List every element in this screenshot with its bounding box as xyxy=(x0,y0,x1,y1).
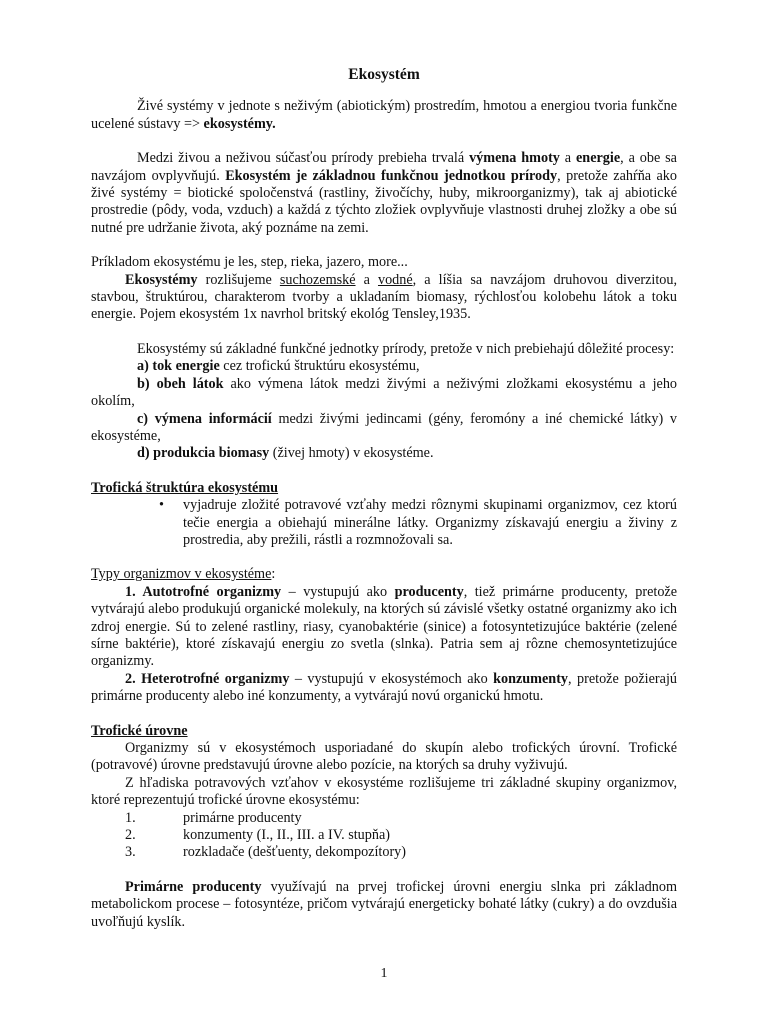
section-heading-trophic-structure: Trofická štruktúra ekosystému xyxy=(91,479,279,496)
p3-underline-terrestrial: suchozemské xyxy=(279,271,356,288)
process-d-bold: d) produkcia biomasy xyxy=(137,445,270,462)
document-title: Ekosystém xyxy=(348,66,420,83)
process-c-bold: c) výmena informácií xyxy=(137,410,272,427)
p3-bold: Ekosystémy xyxy=(125,271,198,288)
list-item xyxy=(125,844,677,861)
p2-text-c: a xyxy=(559,150,576,167)
autotrophs-bold: 1. Autotrofné organizmy xyxy=(125,583,282,600)
p2-text-d: , a obe sa navzájom ovplyvňujú. xyxy=(91,150,677,184)
paragraph-autotrophs xyxy=(91,584,677,671)
process-item-a xyxy=(91,358,677,375)
p2-bold-matter: výmena hmoty xyxy=(469,150,560,167)
paragraph-heterotrophs xyxy=(91,671,677,706)
list-text: konzumenty (I., II., III. a IV. stupňa) xyxy=(183,827,390,844)
paragraph-primary-producers xyxy=(91,879,677,931)
section-heading-organism-types xyxy=(91,566,677,583)
intro-text: Živé systémy v jednote s neživým (abiotickým) prostredím, hmotou a energiou tvoria funkčne ucelené sústavy => xyxy=(91,98,677,132)
p2-bold-definition: Ekosystém je základnou funkčnou jednotkou prírody xyxy=(225,167,558,184)
bullet-icon: • xyxy=(159,497,164,514)
document-page xyxy=(91,66,677,931)
process-b-text: ako výmena látok medzi živými a neživými zložkami ekosystému a jeho okolím, xyxy=(91,375,678,410)
process-c-text: medzi živými jedincami (gény, feromóny a iné chemické látky) v ekosystéme, xyxy=(91,410,677,444)
bullet-text: vyjadruje zložité potravové vzťahy medzi rôznymi skupinami organizmov, cez ktorú tečie energia a obiehajú minerálne látky. Organizmy získavajú energiu a živiny z prostredia, aby prežili, rástli a rozmnožovali sa. xyxy=(183,497,677,548)
p3-text-a: rozlišujeme xyxy=(197,271,280,288)
p2-text-a: Medzi živou a neživou súčasťou prírody prebieha trvalá xyxy=(137,150,470,167)
paragraph-levels-1: Organizmy sú v ekosystémoch usporiadané do skupín alebo trofických úrovní. Trofické (potravové) úrovne predstavujú úrovne alebo pozície, na ktorých sa druhy vyživujú. xyxy=(91,740,677,774)
process-item-c xyxy=(91,411,677,446)
process-b-bold: b) obeh látok xyxy=(137,375,224,392)
types-heading-underlined: Typy organizmov v ekosystéme xyxy=(91,566,272,583)
list-number: 2. xyxy=(125,827,136,844)
paragraph-levels-2: Z hľadiska potravových vzťahov v ekosystéme rozlišujeme tri základné skupiny organizmov, ktoré reprezentujú trofické úrovne ekosystému: xyxy=(91,774,677,809)
section-heading-trophic-levels: Trofické úrovne xyxy=(91,722,188,739)
primary-producers-text: využívajú na prvej trofickej úrovni energiu slnka pri základnom metabolickom procese – fotosyntéze, pričom vytvárajú energeticky bohaté látky (cukry) a do ovzdušia uvoľňujú kyslík. xyxy=(91,878,677,930)
heterotrophs-text-a: – vystupujú v ekosystémoch ako xyxy=(289,670,494,687)
paragraph-exchange xyxy=(91,150,677,237)
list-item xyxy=(125,827,677,844)
intro-bold: ekosystémy. xyxy=(203,115,276,132)
page-number: 1 xyxy=(380,966,388,981)
process-a-bold: a) tok energie xyxy=(137,358,220,375)
p2-text-e: , pretože zahŕňa ako živé systémy = biotické spoločenstvá (rastliny, živočíchy, huby, mikroorganizmy), tak aj abiotické prostredie (pôdy, voda, vzduch) a každá z týchto zložiek ovplyvňuje vlastnosti druhej zložky a obe sú nutné pre udržanie života, aký poznáme na zemi. xyxy=(91,167,677,236)
list-text: primárne producenty xyxy=(183,809,302,826)
p2-bold-energy: energie xyxy=(576,150,621,167)
paragraph-ecosystem-types xyxy=(91,272,677,324)
example-line: Príkladom ekosystému je les, step, rieka, jazero, more... xyxy=(91,254,408,271)
process-item-b xyxy=(91,376,677,411)
list-number: 3. xyxy=(125,844,136,861)
bullet-item xyxy=(159,497,677,549)
list-number: 1. xyxy=(125,809,136,826)
process-d-text: (živej hmoty) v ekosystéme. xyxy=(269,445,434,462)
paragraph-processes: Ekosystémy sú základné funkčné jednotky prírody, pretože v nich prebiehajú dôležité procesy: xyxy=(137,340,675,357)
heterotrophs-text-b: , pretože požierajú primárne producenty alebo iné konzumenty, a vytvárajú novú organickú hmotu. xyxy=(91,670,677,705)
consumers-bold: konzumenty xyxy=(493,670,569,687)
p3-text-c: , a líšia sa navzájom druhovou diverzitou, stavbou, štruktúrou, charakterom tvorby a ukladaním biomasy, rýchlosťou kolobehu látok a toku energie. Pojem ekosystém 1x navrhol britský ekológ Tensley,1935. xyxy=(91,271,678,323)
list-item xyxy=(125,810,677,827)
list-text: rozkladače (dešťuenty, dekompozítory) xyxy=(183,844,406,861)
primary-producers-bold: Primárne producenty xyxy=(125,878,262,895)
p3-text-b: a xyxy=(355,271,378,288)
process-a-text: cez trofickú štruktúru ekosystému, xyxy=(219,358,420,375)
process-item-d xyxy=(91,445,677,462)
types-heading-colon: : xyxy=(271,566,276,583)
autotrophs-text-a: – vystupujú ako xyxy=(281,583,395,600)
intro-paragraph xyxy=(91,98,677,133)
p3-underline-aquatic: vodné xyxy=(377,271,413,288)
producers-bold: producenty xyxy=(394,583,464,600)
heterotrophs-bold: 2. Heterotrofné organizmy xyxy=(125,670,290,687)
autotrophs-text-b: , tiež primárne producenty, pretože vytvárajú alebo produkujú organické molekuly, na ktorých sú závislé všetky ostatné organizmy ako ich zdroj energie. Sú to zelené rastliny, riasy, cyanobaktérie (sinice) a fotosyntetizujúce baktérie (zelené sírne baktérie), ktoré získavajú energiu zo svetla (slnka). Patria sem aj rôzne chemosyntetizujúce organizmy. xyxy=(91,583,678,670)
